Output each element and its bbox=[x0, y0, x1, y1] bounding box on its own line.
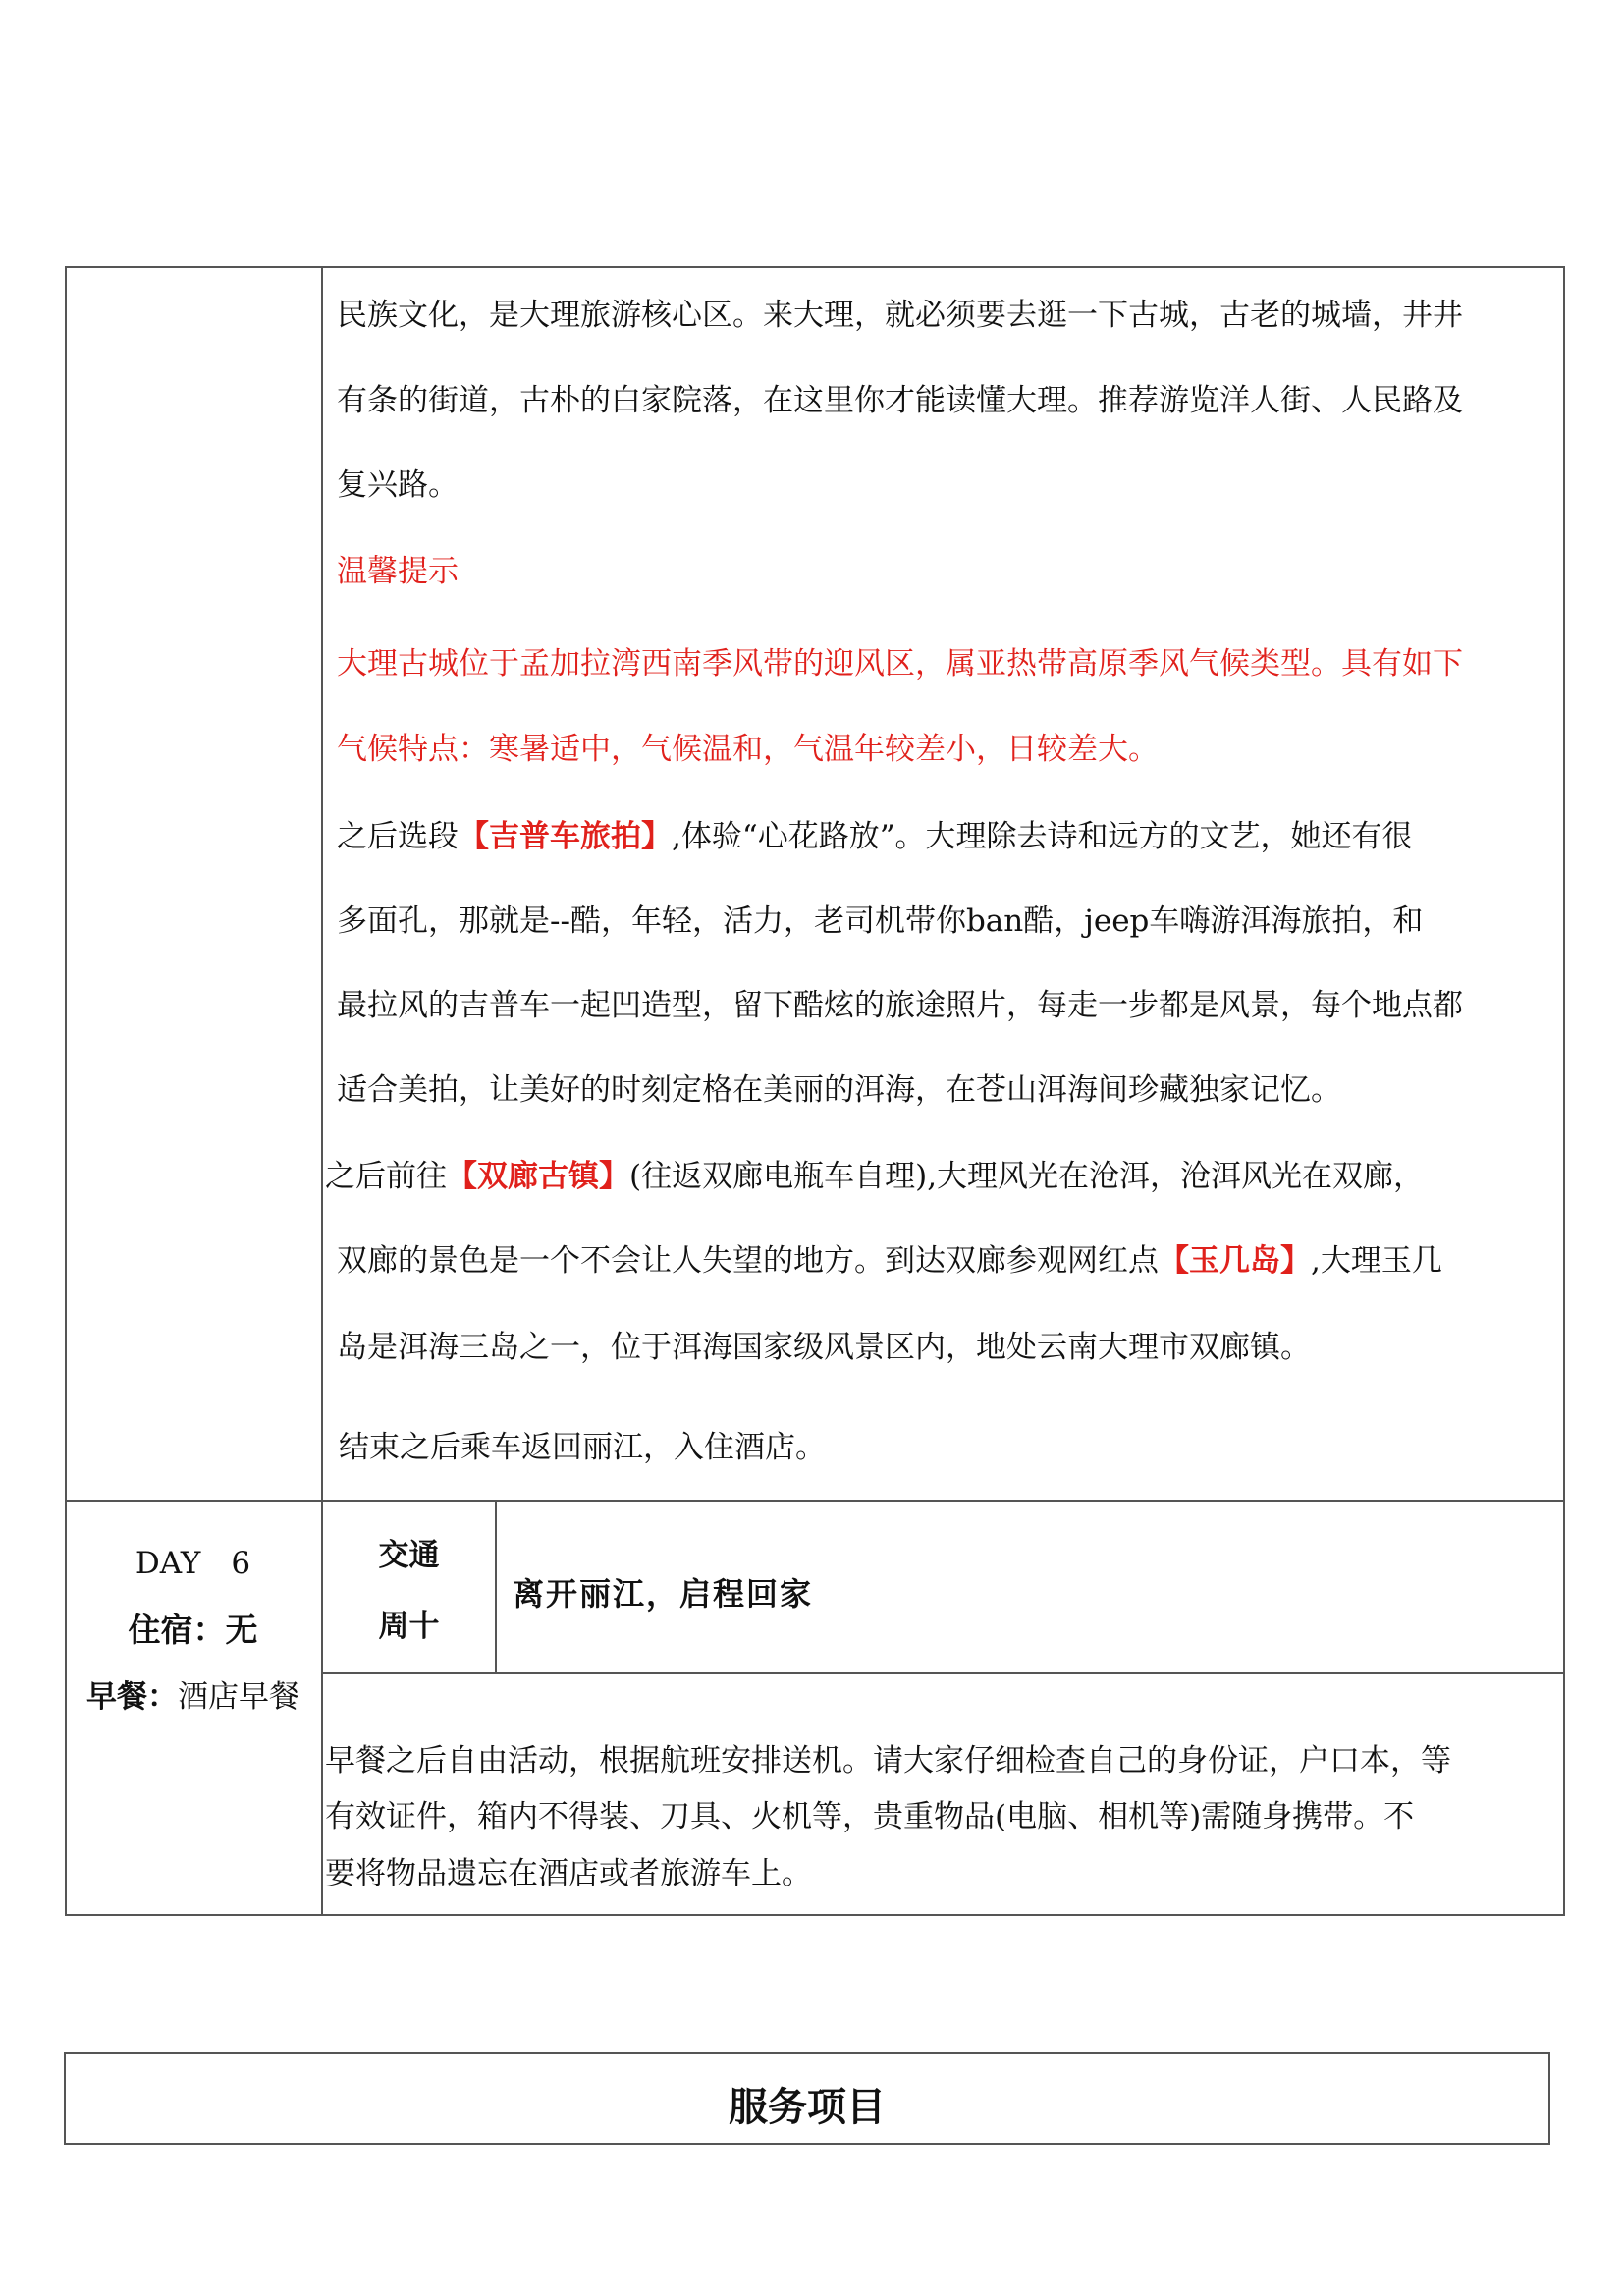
paragraph-line: 有条的街道，古朴的白家院落，在这里你才能读懂大理。推荐游览洋人街、人民路及 bbox=[337, 383, 1463, 418]
text-span: 之后前往 bbox=[325, 1159, 447, 1194]
ending-line: 结束之后乘车返回丽江，入住酒店。 bbox=[339, 1430, 826, 1465]
table-left-border bbox=[65, 266, 67, 1916]
table-top-border bbox=[65, 266, 1565, 268]
day6-desc-line: 要将物品遗忘在酒店或者旅游车上。 bbox=[325, 1856, 812, 1891]
day6-title: 离开丽江，启程回家 bbox=[513, 1575, 814, 1613]
day6-header-bottom-border bbox=[321, 1672, 1565, 1674]
breakfast-label bbox=[65, 1671, 321, 1716]
jeep-paragraph-line bbox=[337, 815, 1564, 858]
day-label: DAY 6 bbox=[135, 1546, 251, 1581]
jeep-paragraph-line: 适合美拍，让美好的时刻定格在美丽的洱海，在苍山洱海间珍藏独家记忆。 bbox=[337, 1072, 1341, 1108]
text-span: (往返双廊电瓶车自理),大理风光在沧洱，沧洱风光在双廊， bbox=[629, 1159, 1425, 1194]
paragraph-line: 民族文化，是大理旅游核心区。来大理，就必须要去逛一下古城，古老的城墙，井井 bbox=[337, 298, 1463, 333]
stay-label: 住宿：无 bbox=[128, 1611, 258, 1649]
text-span: 之后选段 bbox=[337, 819, 459, 854]
day6-row-top-border bbox=[65, 1500, 1565, 1502]
breakfast-key: 早餐： bbox=[86, 1679, 178, 1715]
service-title: 服务项目 bbox=[729, 2085, 886, 2130]
tip-line: 气候特点：寒暑适中，气候温和，气温年较差小，日较差大。 bbox=[337, 732, 1159, 767]
tip-line: 大理古城位于孟加拉湾西南季风带的迎风区，属亚热带高原季风气候类型。具有如下 bbox=[337, 646, 1463, 682]
table-column-divider bbox=[321, 266, 323, 1916]
table-bottom-border bbox=[65, 1914, 1565, 1916]
breakfast-value: 酒店早餐 bbox=[178, 1679, 299, 1715]
tip-title: 温馨提示 bbox=[337, 554, 459, 589]
paragraph-line: 复兴路。 bbox=[337, 467, 459, 503]
day6-desc-line: 有效证件，箱内不得装、刀具、火机等，贵重物品(电脑、相机等)需随身携带。不 bbox=[325, 1799, 1415, 1834]
shuanglang-paragraph-line: 岛是洱海三岛之一，位于洱海国家级风景区内，地处云南大理市双廊镇。 bbox=[337, 1330, 1311, 1365]
jeep-paragraph-line: 最拉风的吉普车一起凹造型，留下酷炫的旅途照片，每走一步都是风景，每个地点都 bbox=[337, 988, 1463, 1023]
jeep-paragraph-line: 多面孔，那就是--酷，年轻，活力，老司机带你ban酷，jeep车嗨游洱海旅拍，和 bbox=[337, 903, 1424, 939]
day6-desc-line: 早餐之后自由活动，根据航班安排送机。请大家仔细检查自己的身份证，户口本，等 bbox=[325, 1743, 1451, 1778]
service-title-box bbox=[64, 2052, 1550, 2145]
transport-cell-divider bbox=[495, 1500, 497, 1673]
text-span: 双廊的景色是一个不会让人失望的地方。到达双廊参观网红点 bbox=[337, 1243, 1159, 1279]
transport-label: 交通 bbox=[378, 1538, 440, 1573]
text-span: ,大理玉几 bbox=[1311, 1243, 1442, 1279]
shuanglang-highlight: 【双廊古镇】 bbox=[447, 1159, 629, 1194]
jeep-photo-highlight: 【吉普车旅拍】 bbox=[459, 819, 672, 854]
yuji-island-highlight: 【玉几岛】 bbox=[1159, 1243, 1311, 1279]
shuanglang-paragraph-line bbox=[325, 1155, 1552, 1198]
shuanglang-paragraph-line bbox=[337, 1239, 1564, 1283]
text-span: ,体验“心花路放”。大理除去诗和远方的文艺，她还有很 bbox=[672, 819, 1413, 854]
transport-value: 周十 bbox=[378, 1609, 440, 1644]
